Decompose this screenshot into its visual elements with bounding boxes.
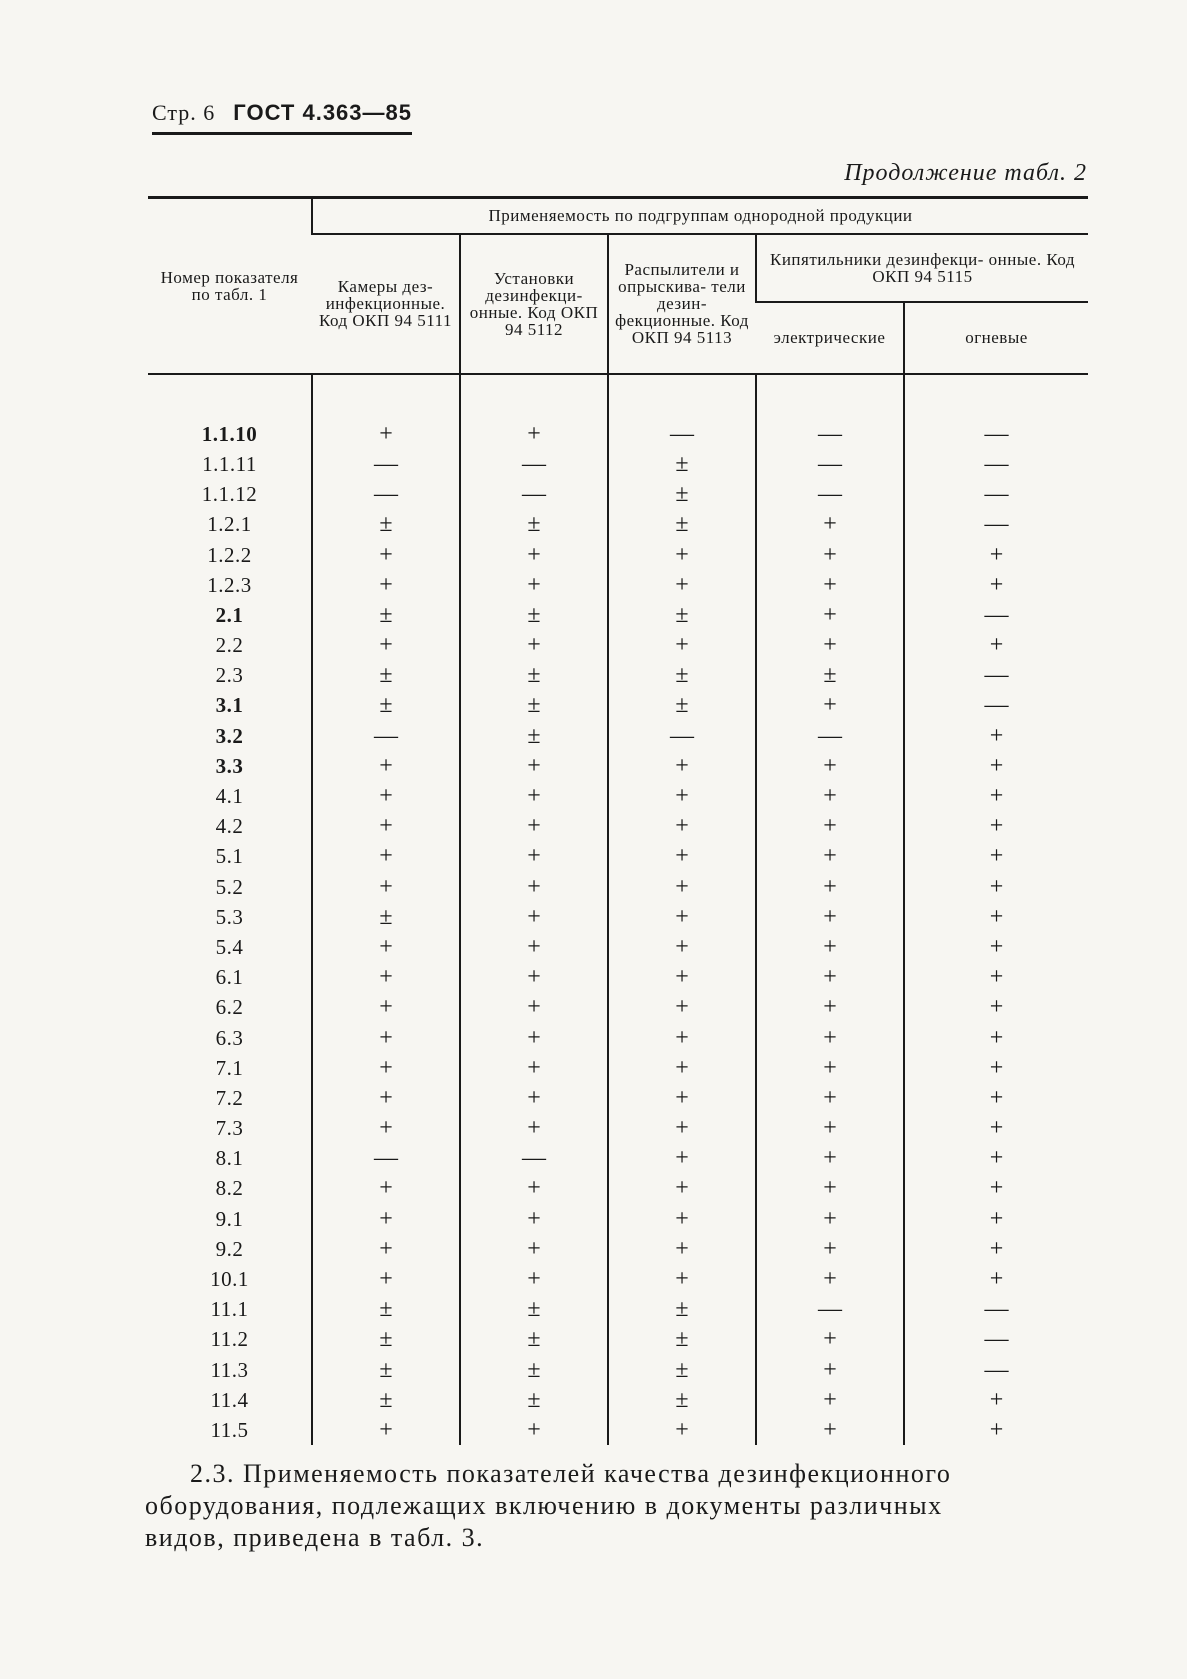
applicability-cell: — (904, 405, 1088, 449)
applicability-cell: + (608, 1415, 756, 1445)
table-row (148, 902, 1088, 932)
applicability-cell: ± (312, 1294, 460, 1324)
applicability-cell: + (904, 1022, 1088, 1052)
applicability-cell: + (904, 902, 1088, 932)
applicability-cell: — (608, 405, 756, 449)
table-row (148, 811, 1088, 841)
applicability-cell: ± (460, 1385, 608, 1415)
table-row (148, 781, 1088, 811)
applicability-cell: — (312, 1143, 460, 1173)
row-index: 1.2.2 (207, 542, 252, 567)
applicability-cell: — (756, 449, 904, 479)
applicability-cell: + (756, 1143, 904, 1173)
applicability-cell: + (460, 811, 608, 841)
applicability-cell: + (756, 570, 904, 600)
applicability-cell: + (904, 1173, 1088, 1203)
applicability-cell: ± (460, 1294, 608, 1324)
applicability-cell: + (608, 1173, 756, 1203)
row-index: 6.3 (215, 1025, 244, 1050)
applicability-cell: — (756, 479, 904, 509)
applicability-cell: + (904, 1204, 1088, 1234)
applicability-cell: + (904, 781, 1088, 811)
applicability-cell: + (756, 962, 904, 992)
applicability-cell: + (904, 1113, 1088, 1143)
applicability-cell: + (904, 630, 1088, 660)
table-row (148, 449, 1088, 479)
applicability-cell: + (460, 1083, 608, 1113)
col-header-boilers: Кипятильники дезинфекци- онные. Код ОКП 94 5115 (756, 234, 1088, 302)
col-header-installations: Установки дезинфекци- онные. Код ОКП 94 5112 (460, 234, 608, 374)
row-index: 11.1 (210, 1297, 249, 1322)
applicability-cell: + (904, 570, 1088, 600)
applicability-cell: ± (460, 600, 608, 630)
applicability-cell: ± (312, 690, 460, 720)
applicability-cell: + (756, 781, 904, 811)
paragraph-line-1: 2.3. Применяемость показателей качества дезинфекционного (190, 1459, 952, 1488)
applicability-cell: + (312, 1415, 460, 1445)
table-row (148, 630, 1088, 660)
applicability-cell: + (608, 992, 756, 1022)
applicability-cell: ± (608, 1324, 756, 1354)
table-row (148, 1143, 1088, 1173)
applicability-cell: + (756, 1234, 904, 1264)
applicability-cell: ± (756, 660, 904, 690)
applicability-cell: + (312, 570, 460, 600)
applicability-cell: + (608, 1234, 756, 1264)
applicability-cell: + (608, 902, 756, 932)
applicability-cell: + (608, 781, 756, 811)
applicability-cell: + (608, 539, 756, 569)
table-row (148, 1234, 1088, 1264)
applicability-cell: + (608, 811, 756, 841)
row-index: 1.1.10 (201, 421, 258, 446)
applicability-cell: + (608, 1053, 756, 1083)
applicability-cell: — (756, 721, 904, 751)
table-row (148, 1083, 1088, 1113)
row-index: 1.1.11 (202, 451, 257, 476)
applicability-cell: + (312, 1234, 460, 1264)
table-row (148, 405, 1088, 449)
applicability-cell: + (904, 1083, 1088, 1113)
applicability-cell: ± (460, 690, 608, 720)
applicability-cell: + (756, 509, 904, 539)
applicability-cell: + (312, 1173, 460, 1203)
applicability-cell: + (608, 872, 756, 902)
applicability-cell: + (312, 992, 460, 1022)
table-row (148, 721, 1088, 751)
applicability-cell: — (904, 1324, 1088, 1354)
row-index: 11.2 (210, 1327, 249, 1352)
applicability-cell: + (460, 841, 608, 871)
table-row (148, 539, 1088, 569)
row-index: 1.2.3 (207, 572, 252, 597)
applicability-cell: — (312, 721, 460, 751)
row-index: 9.2 (215, 1236, 244, 1261)
col-header-sprayers: Распылители и опрыскива- тели дезин- фекционные. Код ОКП 94 5113 (608, 234, 756, 374)
row-index: 2.1 (215, 602, 244, 627)
applicability-cell: + (756, 600, 904, 630)
applicability-cell: + (460, 962, 608, 992)
applicability-cell: — (904, 600, 1088, 630)
applicability-cell: + (756, 1173, 904, 1203)
applicability-cell: + (460, 405, 608, 449)
applicability-cell: + (312, 1083, 460, 1113)
row-index: 5.1 (215, 844, 244, 869)
applicability-cell: ± (460, 509, 608, 539)
applicability-cell: + (756, 539, 904, 569)
applicability-cell: + (312, 405, 460, 449)
table-row (148, 509, 1088, 539)
col-header-group: Применяемость по подгруппам однородной продукции (312, 198, 1088, 234)
applicability-cell: ± (608, 509, 756, 539)
applicability-cell: + (312, 932, 460, 962)
row-index: 8.1 (215, 1146, 244, 1171)
applicability-cell: — (608, 721, 756, 751)
applicability-cell: + (460, 1113, 608, 1143)
applicability-cell: + (312, 841, 460, 871)
row-index: 5.3 (215, 904, 244, 929)
applicability-cell: + (608, 841, 756, 871)
applicability-cell: + (312, 1113, 460, 1143)
applicability-cell: + (460, 781, 608, 811)
applicability-cell: + (460, 751, 608, 781)
applicability-cell: + (460, 1204, 608, 1234)
table-row (148, 600, 1088, 630)
row-index: 11.4 (210, 1387, 249, 1412)
applicability-cell: + (756, 902, 904, 932)
applicability-cell: ± (312, 600, 460, 630)
paragraph-2-3 (145, 1458, 1080, 1554)
applicability-cell: — (460, 479, 608, 509)
row-index: 2.3 (215, 663, 244, 688)
applicability-cell: + (312, 1053, 460, 1083)
row-index: 5.2 (215, 874, 244, 899)
row-index: 10.1 (210, 1267, 249, 1292)
applicability-cell: + (312, 1204, 460, 1234)
table-row (148, 872, 1088, 902)
applicability-cell: + (756, 1053, 904, 1083)
applicability-cell: — (460, 1143, 608, 1173)
applicability-cell: + (460, 1053, 608, 1083)
applicability-cell: — (312, 449, 460, 479)
row-index: 5.4 (215, 934, 244, 959)
applicability-cell: — (904, 1355, 1088, 1385)
applicability-cell: ± (312, 1324, 460, 1354)
applicability-cell: + (608, 751, 756, 781)
applicability-cell: ± (460, 1355, 608, 1385)
table-row (148, 690, 1088, 720)
applicability-cell: + (904, 811, 1088, 841)
applicability-cell: — (904, 660, 1088, 690)
row-index: 11.5 (210, 1417, 249, 1442)
row-index: 2.2 (215, 633, 244, 658)
applicability-cell: ± (608, 1355, 756, 1385)
applicability-cell: — (312, 479, 460, 509)
table-row (148, 1385, 1088, 1415)
applicability-cell: + (312, 539, 460, 569)
applicability-cell: + (904, 962, 1088, 992)
applicability-cell: + (756, 932, 904, 962)
row-index: 4.2 (215, 814, 244, 839)
applicability-cell: + (904, 751, 1088, 781)
applicability-cell: + (756, 751, 904, 781)
applicability-cell: — (460, 449, 608, 479)
applicability-cell: + (756, 630, 904, 660)
applicability-cell: + (756, 811, 904, 841)
paragraph-line-2: оборудования, подлежащих включению в документы различных (145, 1491, 943, 1520)
applicability-cell: + (608, 1022, 756, 1052)
applicability-cell: + (608, 932, 756, 962)
row-index: 3.1 (215, 693, 244, 718)
applicability-cell: + (460, 872, 608, 902)
applicability-cell: ± (460, 660, 608, 690)
applicability-cell: ± (312, 902, 460, 932)
applicability-cell: + (460, 630, 608, 660)
applicability-cell: + (756, 872, 904, 902)
applicability-cell: + (904, 932, 1088, 962)
applicability-cell: ± (608, 600, 756, 630)
applicability-cell: + (608, 962, 756, 992)
applicability-cell: + (608, 1143, 756, 1173)
applicability-cell: + (312, 811, 460, 841)
applicability-cell: — (904, 1294, 1088, 1324)
applicability-cell: + (756, 1385, 904, 1415)
table-row (148, 570, 1088, 600)
applicability-cell: + (904, 1143, 1088, 1173)
table-row (148, 992, 1088, 1022)
applicability-cell: ± (608, 1385, 756, 1415)
applicability-cell: + (904, 1415, 1088, 1445)
row-index: 7.1 (215, 1055, 244, 1080)
paragraph-line-3: видов, приведена в табл. 3. (145, 1523, 485, 1552)
applicability-cell: ± (312, 509, 460, 539)
applicability-cell: — (756, 405, 904, 449)
applicability-cell: — (904, 479, 1088, 509)
applicability-cell: + (904, 841, 1088, 871)
applicability-cell: + (756, 1204, 904, 1234)
table-row (148, 1264, 1088, 1294)
applicability-cell: + (460, 992, 608, 1022)
applicability-cell: ± (608, 449, 756, 479)
applicability-cell: ± (608, 690, 756, 720)
applicability-cell: + (756, 841, 904, 871)
applicability-cell: ± (312, 1385, 460, 1415)
applicability-cell: ± (608, 1294, 756, 1324)
table-row (148, 660, 1088, 690)
applicability-cell: + (312, 872, 460, 902)
applicability-cell: + (460, 570, 608, 600)
applicability-cell: + (608, 570, 756, 600)
applicability-cell: ± (608, 660, 756, 690)
applicability-cell: + (904, 1264, 1088, 1294)
row-index: 6.2 (215, 995, 244, 1020)
applicability-cell: + (460, 932, 608, 962)
applicability-cell: — (756, 1294, 904, 1324)
table-row (148, 962, 1088, 992)
applicability-cell: + (460, 539, 608, 569)
table-row (148, 1204, 1088, 1234)
applicability-cell: ± (460, 1324, 608, 1354)
row-index: 1.2.1 (207, 512, 252, 537)
row-index: 9.1 (215, 1206, 244, 1231)
applicability-table (148, 196, 1088, 1445)
table-continuation-label: Продолжение табл. 2 (844, 160, 1087, 186)
applicability-cell: + (756, 1355, 904, 1385)
table-row (148, 841, 1088, 871)
table-row (148, 479, 1088, 509)
table-row (148, 1324, 1088, 1354)
applicability-cell: + (460, 902, 608, 932)
applicability-cell: + (312, 751, 460, 781)
table-row (148, 1113, 1088, 1143)
table-row (148, 1173, 1088, 1203)
applicability-cell: + (608, 1204, 756, 1234)
applicability-cell: + (756, 690, 904, 720)
row-index: 8.2 (215, 1176, 244, 1201)
table-row (148, 932, 1088, 962)
row-index: 3.3 (215, 753, 244, 778)
applicability-cell: ± (460, 721, 608, 751)
standard-code: ГОСТ 4.363—85 (233, 100, 412, 125)
applicability-cell: + (756, 1113, 904, 1143)
applicability-cell: + (904, 721, 1088, 751)
table-row (148, 1022, 1088, 1052)
table-row (148, 751, 1088, 781)
applicability-cell: + (312, 781, 460, 811)
applicability-cell: + (460, 1264, 608, 1294)
applicability-cell: + (904, 1385, 1088, 1415)
page-header (152, 100, 412, 135)
applicability-cell: + (756, 1324, 904, 1354)
page-number: Стр. 6 (152, 100, 216, 125)
applicability-cell: + (312, 1264, 460, 1294)
col-header-index: Номер показателя по табл. 1 (160, 267, 299, 304)
row-index: 11.3 (210, 1357, 249, 1382)
row-index: 7.3 (215, 1116, 244, 1141)
col-header-fire: огневые (904, 302, 1088, 374)
applicability-cell: + (608, 1113, 756, 1143)
table-row (148, 1415, 1088, 1445)
table-row (148, 1355, 1088, 1385)
applicability-cell: + (756, 1022, 904, 1052)
applicability-cell: ± (312, 660, 460, 690)
col-header-chambers: Камеры дез- инфекционные. Код ОКП 94 5111 (318, 277, 453, 330)
applicability-cell: + (904, 1234, 1088, 1264)
applicability-cell: + (756, 1264, 904, 1294)
applicability-cell: + (608, 630, 756, 660)
applicability-cell: + (312, 630, 460, 660)
table-row (148, 1294, 1088, 1324)
applicability-cell: + (312, 962, 460, 992)
applicability-cell: — (904, 449, 1088, 479)
row-index: 7.2 (215, 1085, 244, 1110)
row-index: 3.2 (215, 723, 244, 748)
applicability-cell: + (608, 1083, 756, 1113)
applicability-cell: + (756, 1083, 904, 1113)
applicability-cell: + (904, 1053, 1088, 1083)
row-index: 6.1 (215, 965, 244, 990)
applicability-cell: — (904, 690, 1088, 720)
table-row (148, 1053, 1088, 1083)
applicability-cell: + (756, 1415, 904, 1445)
applicability-cell: + (460, 1173, 608, 1203)
applicability-cell: ± (312, 1355, 460, 1385)
applicability-cell: + (756, 992, 904, 1022)
applicability-cell: + (460, 1234, 608, 1264)
applicability-cell: + (460, 1022, 608, 1052)
applicability-cell: — (904, 509, 1088, 539)
applicability-cell: + (460, 1415, 608, 1445)
applicability-cell: ± (608, 479, 756, 509)
row-index: 1.1.12 (201, 482, 258, 507)
applicability-cell: + (608, 1264, 756, 1294)
applicability-cell: + (904, 872, 1088, 902)
applicability-cell: + (904, 539, 1088, 569)
applicability-cell: + (312, 1022, 460, 1052)
row-index: 4.1 (215, 784, 244, 809)
applicability-cell: + (904, 992, 1088, 1022)
col-header-electric: электрические (773, 328, 886, 347)
